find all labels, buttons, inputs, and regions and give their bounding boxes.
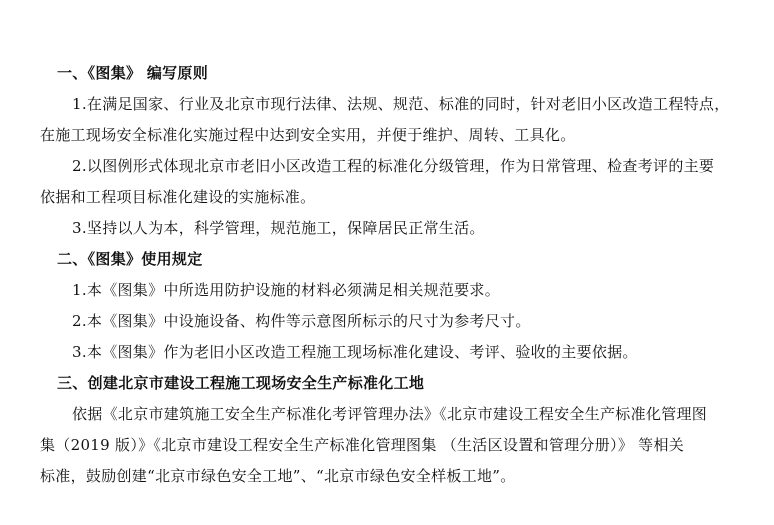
section-heading-standard-site: 三、创建北京市建设工程施工现场安全生产标准化工地 [57,374,425,392]
principle-1-line-1: 1.在满足国家、行业及北京市现行法律、法规、规范、标准的同时，针对老旧小区改造工程特点， [72,95,730,113]
usage-rule-3: 3.本《图集》作为老旧小区改造工程施工现场标准化建设、考评、验收的主要依据。 [72,343,638,361]
principle-2-line-2: 依据和工程项目标准化建设的实施标准。 [40,188,316,206]
section-heading-principles: 一、《图集》 编写原则 [57,64,209,82]
principle-3: 3.坚持以人为本，科学管理，规范施工，保障居民正常生活。 [72,219,485,237]
section-heading-usage: 二、《图集》使用规定 [57,250,203,268]
standard-site-line-2: 集（2019 版）》《北京市建设工程安全生产标准化管理图集 （生活区设置和管理分册）》 等相关 [40,436,685,454]
principle-2-line-1: 2.以图例形式体现北京市老旧小区改造工程的标准化分级管理，作为日常管理、检查考评的主要 [72,157,715,175]
usage-rule-1: 1.本《图集》中所选用防护设施的材料必须满足相关规范要求。 [72,281,501,299]
standard-site-line-3: 标准，鼓励创建“北京市绿色安全工地”、“北京市绿色安全样板工地”。 [40,467,516,485]
standard-site-line-1: 依据《北京市建筑施工安全生产标准化考评管理办法》《北京市建设工程安全生产标准化管理图 [72,405,708,423]
usage-rule-2: 2.本《图集》中设施设备、构件等示意图所标示的尺寸为参考尺寸。 [72,312,531,330]
document-body [40,58,760,492]
principle-1-line-2: 在施工现场安全标准化实施过程中达到安全实用，并便于维护、周转、工具化。 [40,126,576,144]
